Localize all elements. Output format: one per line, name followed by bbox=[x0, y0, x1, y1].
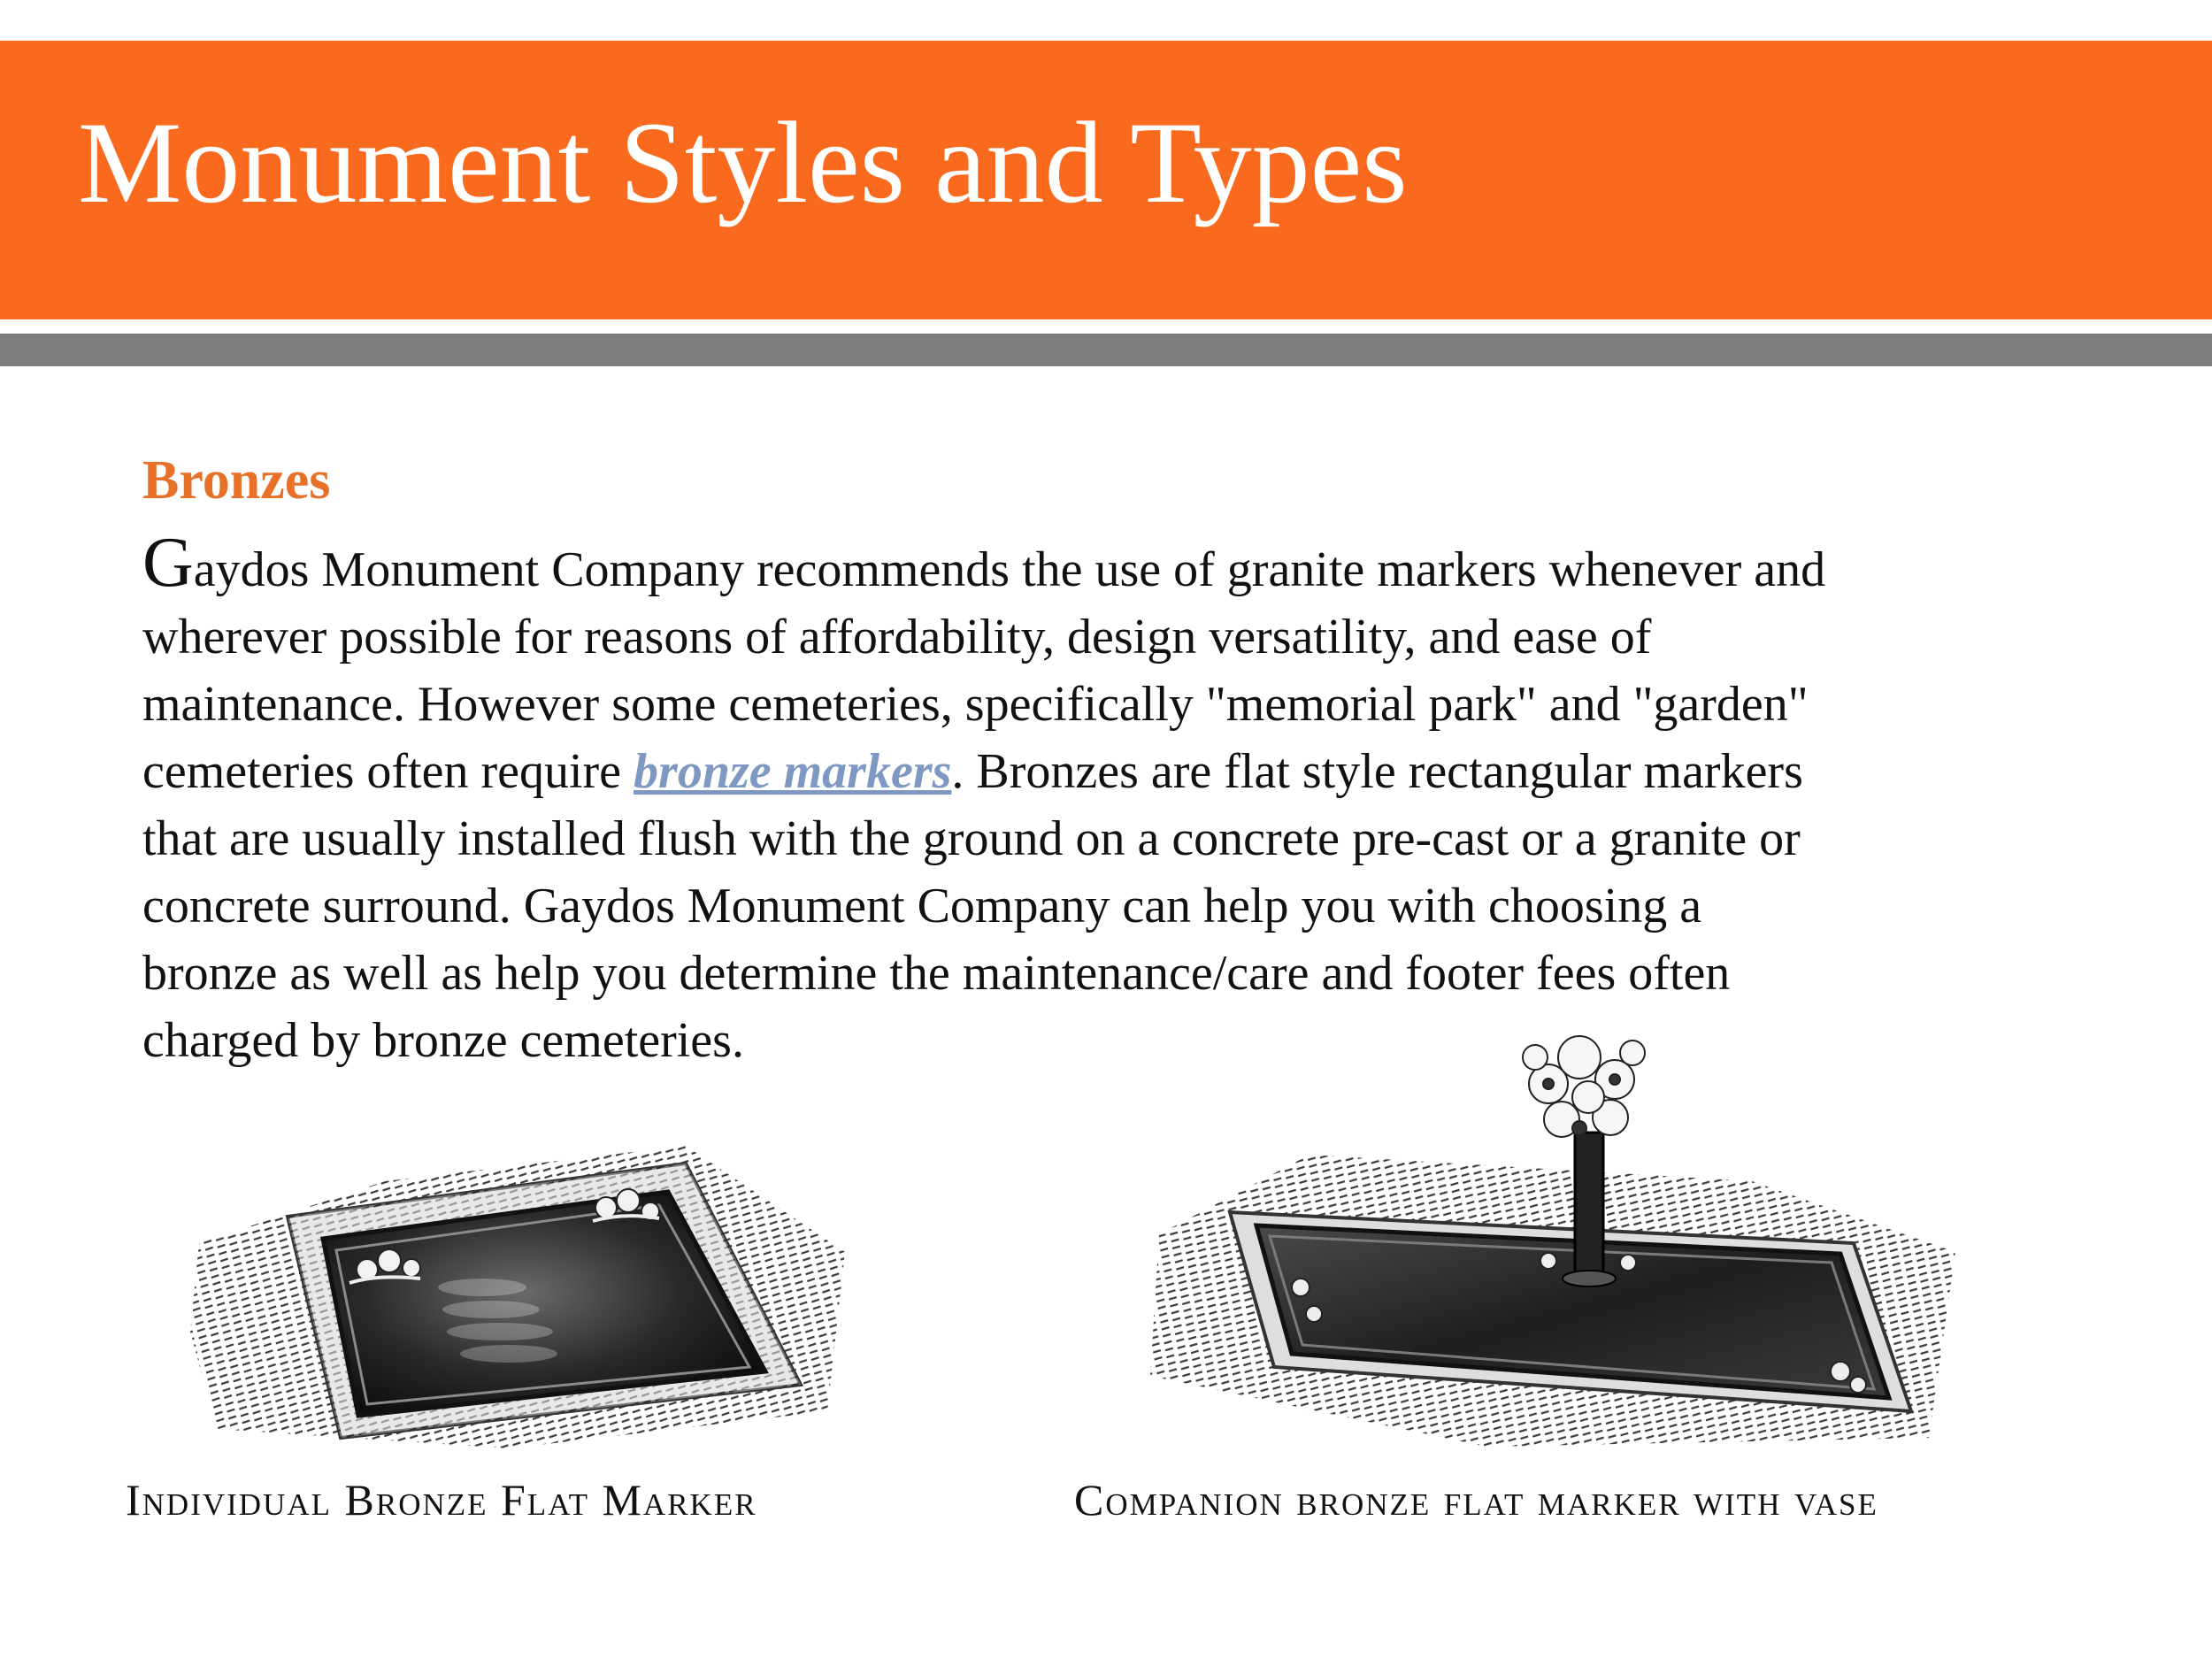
section-heading: Bronzes bbox=[142, 450, 331, 511]
bronze-markers-link[interactable]: bronze markers bbox=[634, 744, 952, 799]
body-line-5: that are usually installed flush with the ground on a concrete pre-cast or a granite or bbox=[142, 811, 1801, 866]
body-line-6: concrete surround. Gaydos Monument Company can help you with choosing a bbox=[142, 879, 1702, 933]
body-line-8: charged by bronze cemeteries. bbox=[142, 1013, 744, 1068]
body-line-4 bbox=[142, 738, 2071, 805]
drop-cap: G bbox=[142, 524, 194, 602]
divider-bar bbox=[0, 334, 2212, 366]
body-line-4-start: cemeteries often require bbox=[142, 744, 634, 799]
left-figure-caption: Individual Bronze Flat Marker bbox=[126, 1475, 757, 1525]
body-line-3: maintenance. However some cemeteries, specifically "memorial park" and "garden" bbox=[142, 677, 1809, 732]
right-figure-caption: Companion bronze flat marker with vase bbox=[1074, 1475, 1878, 1525]
flower-bouquet bbox=[1523, 1036, 1645, 1137]
body-line-1 bbox=[142, 524, 2071, 603]
page-title: Monument Styles and Types bbox=[78, 97, 1408, 227]
body-paragraph bbox=[142, 524, 2071, 1074]
companion-marker-illustration bbox=[1133, 1022, 1973, 1464]
body-line-7: bronze as well as help you determine the maintenance/care and footer fees often bbox=[142, 946, 1731, 1001]
individual-marker-illustration bbox=[190, 1119, 863, 1455]
body-line-2: wherever possible for reasons of affordability, design versatility, and ease of bbox=[142, 610, 1652, 664]
body-line-4-end: . Bronzes are flat style rectangular markers bbox=[951, 744, 1803, 799]
body-line-1-text: aydos Monument Company recommends the use of granite markers whenever and bbox=[193, 542, 1826, 597]
